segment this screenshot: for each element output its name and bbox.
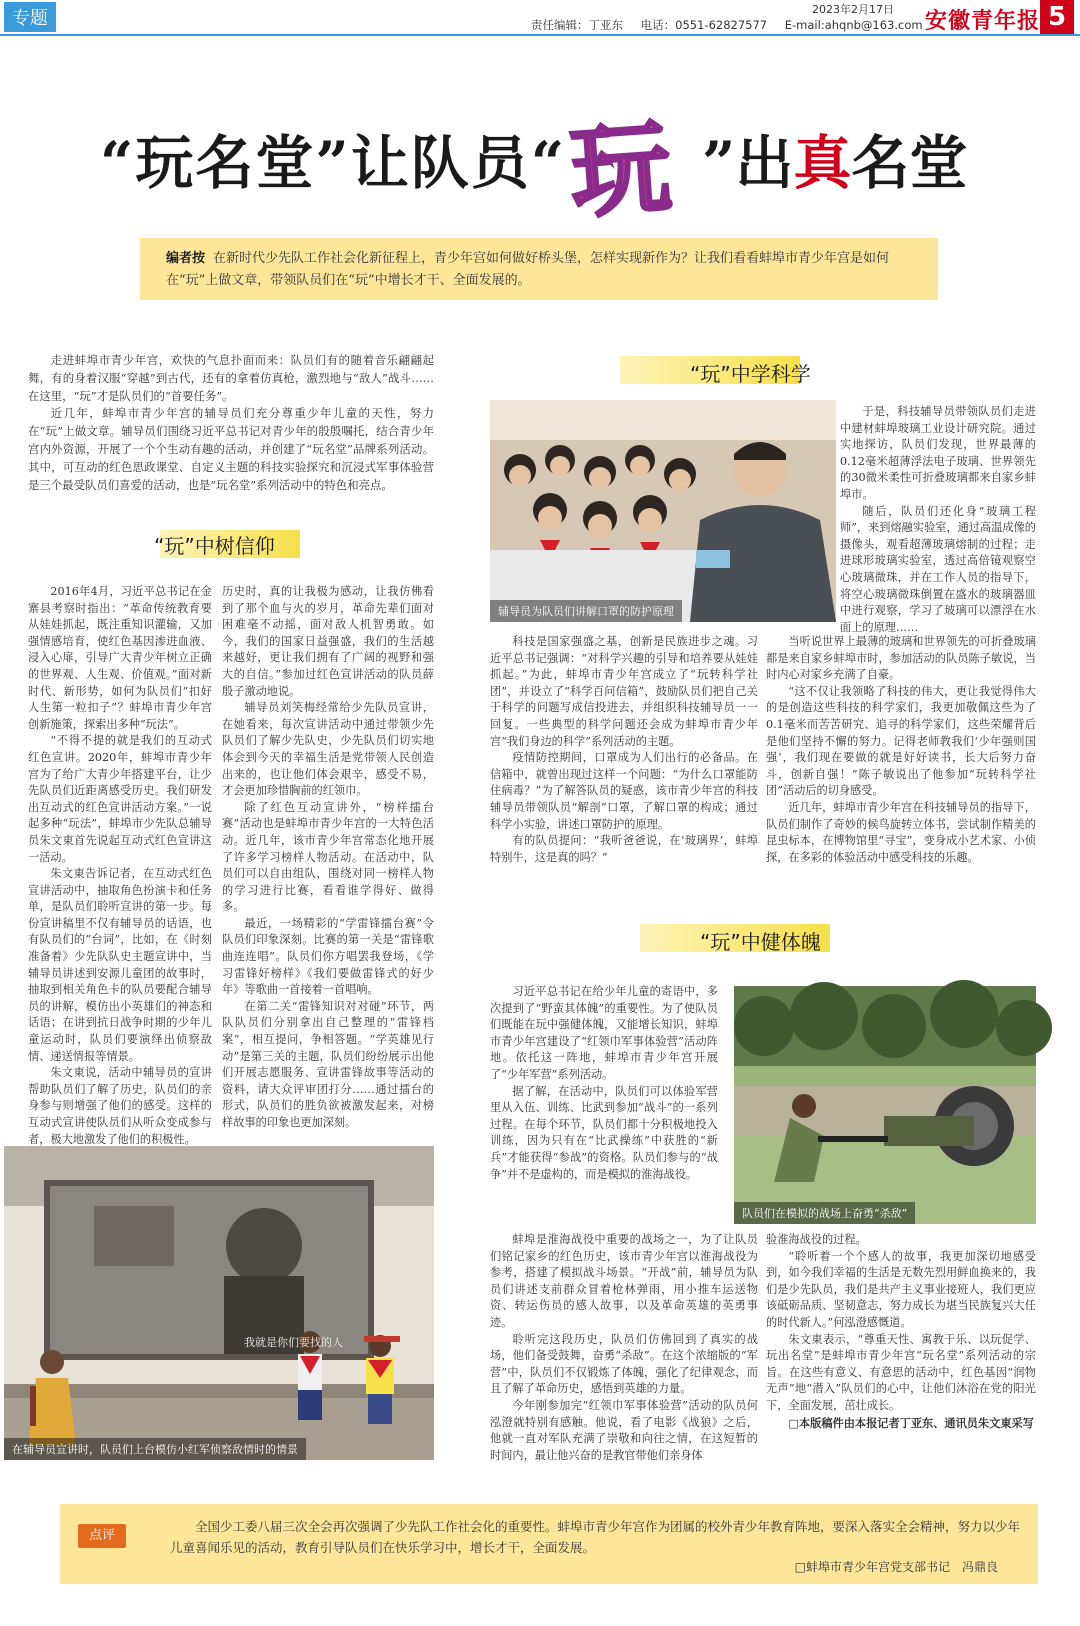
- intro-text: [28, 352, 434, 492]
- faith-photo: [4, 1146, 434, 1460]
- editor-note-label: 编者按: [166, 251, 206, 266]
- editor-name: 责任编辑：丁亚东: [531, 18, 623, 32]
- body-section-title: “玩”中健体魄: [700, 930, 821, 954]
- headline-part-2-post: 名堂: [851, 129, 968, 197]
- faith-column-2: [222, 584, 434, 1129]
- commentary-signature: □蚌埠市青少年宫党支部书记 冯鼎良: [794, 1560, 998, 1574]
- newspaper-logo: 安徽青年报: [925, 8, 1041, 34]
- editor-note: [140, 238, 938, 300]
- intro-paragraph: 走进蚌埠市青少年宫，欢快的气息扑面而来：队员们有的随着音乐翩翩起舞，有的身着汉服“穿越”到古代，还有的拿着仿真枪，激烈地与“敌人”战斗……在这里，“玩”才是队员们的“首要任务”。: [28, 353, 434, 403]
- body-column-2: [766, 1232, 1036, 1488]
- headline-red-char: 真: [793, 129, 852, 197]
- body-narrow-column: [490, 984, 718, 1230]
- headline-part-2: [702, 116, 967, 200]
- article-paragraph: 今年刚参加完“红领巾军事体验营”活动的队员何泓澄就特别有感触。他说，看了电影《战狼》之后，他就一直对军队充满了崇敬和向往之情，在这短暂的时间内，最让他兴奋的是教官带他们亲身体: [490, 1398, 758, 1462]
- commentary-tag: 点评: [78, 1524, 126, 1548]
- article-paragraph: 当听说世界上最薄的玻璃和世界领先的可折叠玻璃都是来自家乡蚌埠市时，参加活动的队员陈子敏说，当时内心对家乡充满了自豪。: [766, 635, 1036, 682]
- page-headline: [100, 98, 1000, 233]
- article-paragraph: 疫情防控期间，口罩成为人们出行的必备品。在信箱中，就曾出现过这样一个问题：“为什么口罩能防住病毒？”为了解答队员的疑惑，该市青少年宫的科技辅导员带领队员“解剖”口罩，了解口罩的构成；通过科学小实验，讲述口罩防护的原理。: [490, 751, 758, 831]
- issue-date: 2023年2月17日: [812, 3, 894, 16]
- training-field-illustration: [734, 986, 1036, 1224]
- headline-play-char: 玩: [566, 107, 675, 233]
- header-rule: [0, 34, 1080, 36]
- phone-number: 电话：0551-62827577: [640, 18, 768, 32]
- commentary-text: 全国少工委八届三次全会再次强调了少先队工作社会化的重要性。蚌埠市青少年宫作为团属的校外青少年教育阵地，要深入落实全会精神，努力以少年儿童喜闻乐见的活动，教育引导队员们在快乐学习中，增长才干，全面发展。: [170, 1519, 1021, 1555]
- science-column-2: [766, 634, 1036, 884]
- classroom-scene-illustration: [490, 400, 836, 622]
- article-paragraph: 随后，队员们还化身“玻璃工程师”，来到熔融实验室，通过高温成像的摄像头，观看超薄玻璃熔制的过程；走进球形玻璃实验室，透过高倍镜观察空心玻璃微珠，并在工作人员的指导下，将空心玻璃微珠倒置在盛水的玻璃器皿中进行观察，学习了玻璃可以漂浮在水面上的原理……: [840, 504, 1036, 634]
- article-paragraph: 有的队员提问：“我听爸爸说，在‘玻璃界’，蚌埠特别牛，这是真的吗？”: [490, 834, 758, 864]
- article-paragraph: 验淮海战役的过程。: [766, 1233, 867, 1246]
- article-paragraph: 习近平总书记在给少年儿童的寄语中，多次提到了“野蛮其体魄”的重要性。为了使队员们既能在玩中强健体魄，又能增长知识，蚌埠市青少年宫建设了“红领巾军事体验营”活动阵地。依托这一阵地，蚌埠市青少年宫开展了“少年军营”系列活动。: [490, 985, 718, 1081]
- page-header: [0, 0, 1080, 34]
- article-paragraph: 辅导员刘笑梅经常给少先队员宣讲，在她看来，每次宣讲活动中通过带领少先队员们了解少先队史，少先队员们切实地体会到今天的幸福生活是党带领人民创造出来的，也让他们体会艰辛，感受不易，才会更加珍惜胸前的红领巾。: [222, 701, 434, 798]
- article-paragraph: 蚌埠是淮海战役中重要的战场之一，为了让队员们铭记家乡的红色历史，该市青少年宫以淮海战役为参考，搭建了模拟战斗场景。“开战”前，辅导员为队员们讲述支前群众冒着枪林弹雨，用小推车运送物资、转运伤员的感人故事，以及革命英雄的英勇事迹。: [490, 1233, 758, 1329]
- science-photo-caption: 辅导员为队员们讲解口罩的防护原理: [490, 600, 682, 622]
- faith-photo-caption: 在辅导员宣讲时，队员们上台模仿小红军侦察敌情时的情景: [4, 1438, 306, 1460]
- headline-part-2-pre: ”出: [702, 129, 794, 197]
- article-paragraph: 2016年4月，习近平总书记在金寨县考察时指出：“革命传统教育要从娃娃抓起，既注重知识灌输，又加强情感培育，使红色基因渗进血液、浸入心扉，引导广大青少年树立正确的世界观、人生观、价值观。”面对新时代、新形势，如何为队员们“扣好人生第一粒扣子”？蚌埠市青少年宫创新施策，探索出多种“玩法”。: [28, 585, 212, 731]
- email-address: E-mail:ahqnb@163.com: [784, 18, 923, 32]
- article-paragraph: 近几年，蚌埠市青少年宫在科技辅导员的指导下，队员们制作了奇妙的候鸟旋转立体书，尝试制作精美的昆虫标本，在博物馆里“寻宝”，变身成小艺术家、小侦探，在多彩的体验活动中感受科技的乐趣。: [766, 800, 1036, 864]
- byline: □本版稿件由本报记者丁亚东、通讯员朱文東采写: [788, 1415, 1034, 1430]
- article-paragraph: 在第二关“雷锋知识对对碰”环节，两队队员们分别拿出自己整理的“雷锋档案”，相互提问，争相答题。“学英雄见行动”是第三关的主题，队员们纷纷展示出他们开展志愿服务、宣讲雷锋故事等活动的资料，请大众评审团打分……通过擂台的形式，队员们的胜负欲被激发起来，对榜样故事的印象也更加深刻。: [222, 999, 434, 1129]
- faith-column-1: [28, 584, 212, 1146]
- article-paragraph: 科技是国家强盛之基，创新是民族进步之魂。习近平总书记强调：“对科学兴趣的引导和培养要从娃娃抓起。”为此，蚌埠市青少年宫成立了“玩转科学社团”，并设立了“科学百问信箱”，鼓励队员们把自己关于科学的问题写成信投进去，并组织科技辅导员一一回复。一些典型的科学问题还会成为蚌埠市青少年宫“我们身边的科学”系列活动的主题。: [490, 635, 758, 748]
- body-photo-caption: 队员们在模拟的战场上奋勇“杀敌”: [734, 1202, 915, 1224]
- article-paragraph: 除了红色互动宣讲外，“榜样擂台赛”活动也是蚌埠市青少年宫的一大特色活动。近几年，该市青少年宫常态化地开展了许多学习榜样人物活动。在活动中，队员们可以自由组队，围绕对同一榜样人物的学习进行比赛，看看谁学得好、做得多。: [222, 800, 434, 914]
- article-paragraph: “聆听着一个个感人的故事，我更加深切地感受到，如今我们幸福的生活是无数先烈用鲜血换来的，我们是少先队员，我们是共产主义事业接班人，我们更应该砥砺品质、坚韧意志，努力成长为堪当民族复兴大任的时代新人。”何泓澄感慨道。: [766, 1249, 1036, 1329]
- contact-info: [531, 17, 937, 33]
- editor-note-text: 在新时代少先队工作社会化新征程上，青少年宫如何做好桥头堡，怎样实现新作为？让我们看看蚌埠市青少年宫是如何在“玩”上做文章，带领队员们在“玩”中增长才干、全面发展的。: [166, 251, 890, 288]
- science-column-1: [490, 634, 758, 884]
- screen-subtitle: 我就是你们要找的人: [244, 1336, 343, 1349]
- article-paragraph: 聆听完这段历史，队员们仿佛回到了真实的战场，他们备受鼓舞，奋勇“杀敌”。在这个浓缩版的“军营”中，队员们不仅锻炼了体魄，强化了纪律观念，而且了解了革命历史，感悟到英雄的力量。: [490, 1332, 758, 1396]
- article-paragraph: 朱文東告诉记者，在互动式红色宣讲活动中，抽取角色扮演卡和任务单，是队员们聆听宣讲的第一步。每份宣讲稿里不仅有辅导员的话语，也有队员们的“台词”，比如，在《时刻准备着》少先队队史主题宣讲中，当辅导员讲述到安源儿童团的故事时，抽取到相关角色卡的队员要配合辅导员的讲解，模仿出小英雄们的神态和话语；在讲到抗日战争时期的少年儿童运动时，队员们要演绎出侦察敌情、递送情报等情景。: [28, 867, 212, 1063]
- commentary-box: [60, 1504, 1038, 1584]
- headline-part-1: “玩名堂”让队员“: [100, 129, 567, 197]
- article-paragraph: 朱文東表示，“尊重天性、寓教于乐、以玩促学、玩出名堂”是蚌埠市青少年宫“玩名堂”系列活动的宗旨。在这些有意义、有意思的活动中，红色基因“润物无声”地“潜入”队员们的心中，让他们沐浴在党的阳光下，全面发展，茁壮成长。: [766, 1332, 1036, 1412]
- section-label: 专题: [4, 2, 56, 32]
- article-paragraph: “不得不提的就是我们的互动式红色宣讲。2020年，蚌埠市青少年宫为了给广大青少年搭建平台，让少先队员们近距离感受历史。我们研发出互动式的红色宣讲活动方案。”一说起多种“玩法”，蚌埠市少先队总辅导员朱文東首先说起互动式红色宣讲这一活动。: [28, 734, 212, 864]
- intro-paragraph: 近几年，蚌埠市青少年宫的辅导员们充分尊重少年儿童的天性，努力在“玩”上做文章。辅导员们围绕习近平总书记对青少年的殷殷嘱托，结合青少年宫内外资源，开展了一个个生动有趣的活动，并创建了“玩名堂”品牌系列活动。其中，可互动的红色思政课堂、自定义主题的科技实验探究和沉浸式军事体验营是三个最受队员们喜爱的活动，也是“玩名堂”系列活动中的特色和亮点。: [28, 406, 434, 492]
- article-paragraph: 朱文東说，活动中辅导员的宣讲帮助队员们了解了历史，队员们的亲身参与则增强了他们的感受。这样的互动式宣讲使队员们从听众变成参与者，极大地激发了他们的积极性。: [28, 1066, 212, 1146]
- science-section-title: “玩”中学科学: [690, 362, 811, 386]
- stage-scene-illustration: [4, 1146, 434, 1460]
- faith-section-title: “玩”中树信仰: [154, 534, 275, 558]
- article-paragraph: 于是，科技辅导员带领队员们走进中建材蚌埠玻璃工业设计研究院。通过实地探访，队员们发现，世界最薄的0.12毫米超薄浮法电子玻璃、世界领先的30微米柔性可折叠玻璃都来自家乡蚌埠市。: [840, 405, 1036, 501]
- article-paragraph: 最近，一场精彩的“学雷锋擂台赛”令队员们印象深刻。比赛的第一关是“雷锋歌曲连连唱”。队员们你方唱罢我登场，《学习雷锋好榜样》《我们要做雷锋式的好少年》等歌曲一首接着一首唱响。: [222, 916, 434, 997]
- article-paragraph: 历史时，真的让我极为感动，让我仿佛看到了那个血与火的岁月，革命先辈们面对困难毫不动摇，面对敌人机智勇敢。如今，我们的国家日益强盛，我们的生活越来越好，更让我们拥有了广阔的视野和强大的自信。”参加过红色宣讲活动的队员薛殷子激动地说。: [222, 585, 434, 698]
- article-paragraph: 据了解，在活动中，队员们可以体验军营里从入伍、训练、比武到参加“战斗”的一系列过程。在每个环节，队员们都十分积极地投入训练，因为只有在“比武操练”中获胜的“新兵”才能获得“参战”的资格。队员们参与的“战争”并不是虚构的，而是模拟的淮海战役。: [490, 1084, 718, 1181]
- article-paragraph: “这不仅让我领略了科技的伟大，更让我觉得伟大的是创造这些科技的科学家们，我更加敬佩这些为了0.1毫米而苦苦研究、追寻的科学家们，这些荣耀背后是他们坚持不懈的努力。记得老师教我们‘少年强则国强’，我们现在要做的就是好好读书，长大后努力奋斗，创新自强！”陈子敏说出了他参加“玩转科学社团”活动后的切身感受。: [766, 684, 1036, 798]
- science-right-column: [840, 404, 1036, 634]
- body-photo: [734, 986, 1036, 1224]
- science-photo: [490, 400, 836, 622]
- body-column-1: [490, 1232, 758, 1488]
- page-number: 5: [1040, 0, 1074, 34]
